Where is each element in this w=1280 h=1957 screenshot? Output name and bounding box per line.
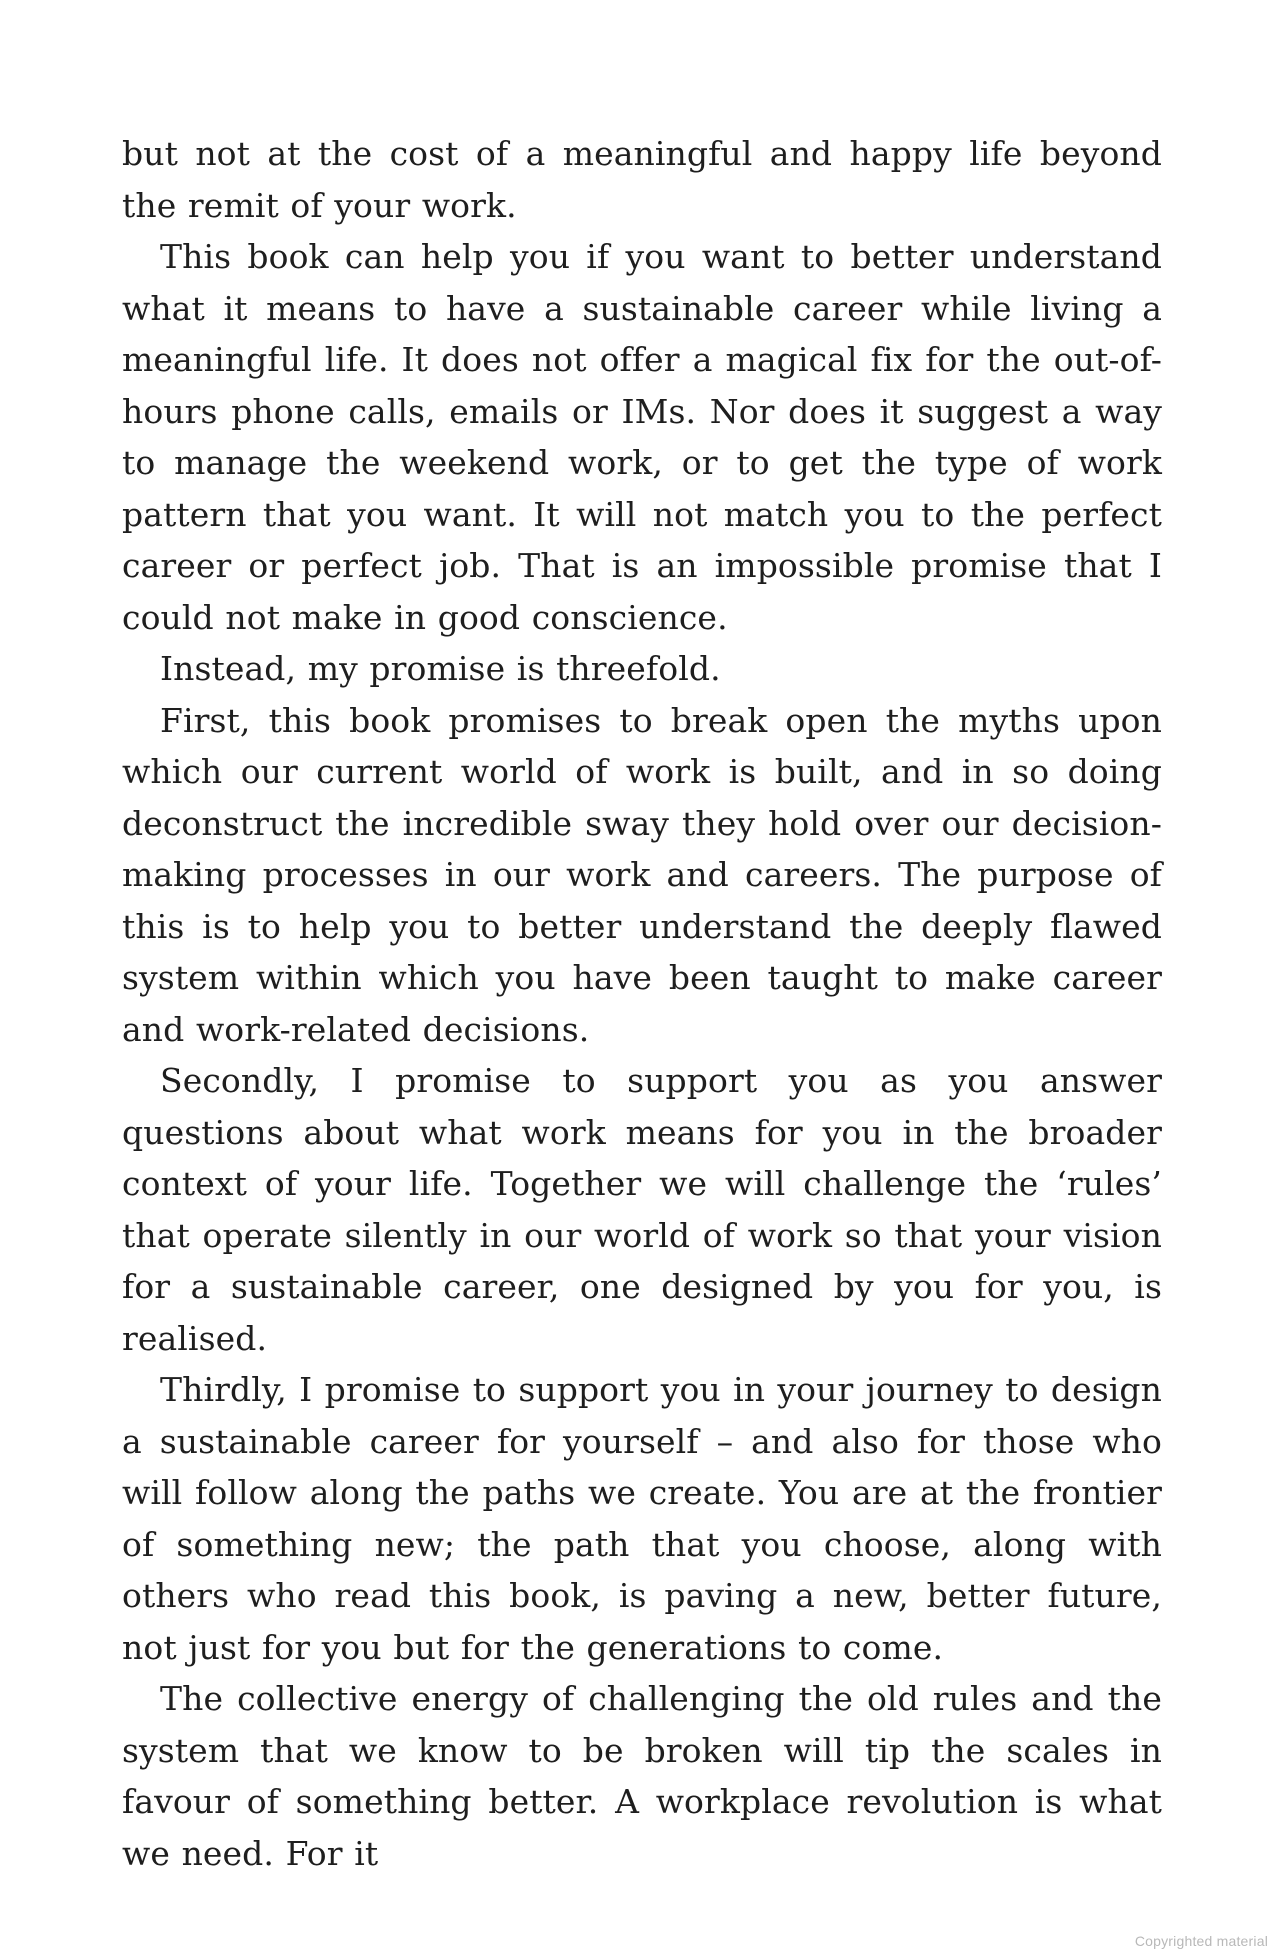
book-page-body <box>122 128 1162 1879</box>
paragraph-book-help: This book can help you if you want to better understand what it means to have a sustainable career while living a meaningful life. It does not offer a magical fix for the out-of-hours phone calls, emails or IMs. Nor does it suggest a way to manage the weekend work, or to get the type of work pattern that you want. It will not match you to the perfect career or perfect job. That is an impossible promise that I could not make in good conscience. <box>122 237 1162 637</box>
paragraph-first-promise: First, this book promises to break open the myths upon which our current world of work is built, and in so doing deconstruct the incredible sway they hold over our decision-making processes in our work and careers. The purpose of this is to help you to better understand the deeply flawed system within which you have been taught to make career and work-related decisions. <box>122 700 1162 1049</box>
paragraph-continuation: but not at the cost of a meaningful and happy life beyond the remit of your work. <box>122 134 1162 225</box>
copyright-watermark: Copyrighted material <box>1134 1933 1268 1949</box>
paragraph-second-promise: Secondly, I promise to support you as you answer questions about what work means for you in the broader context of your life. Together we will challenge the ‘rules’ that operate silently in our world of work so that your vision for a sustainable career, one designed by you for you, is realised. <box>122 1061 1162 1358</box>
paragraph-promise-threefold: Instead, my promise is threefold. <box>160 649 721 688</box>
paragraph-collective-energy: The collective energy of challenging the old rules and the system that we know to be broken will tip the scales in favour of something better. A workplace revolution is what we need. For it <box>122 1679 1162 1873</box>
paragraph-third-promise: Thirdly, I promise to support you in your journey to design a sustainable career for yourself – and also for those who will follow along the paths we create. You are at the frontier of something new; the path that you choose, along with others who read this book, is paving a new, better future, not just for you but for the generations to come. <box>122 1370 1162 1667</box>
